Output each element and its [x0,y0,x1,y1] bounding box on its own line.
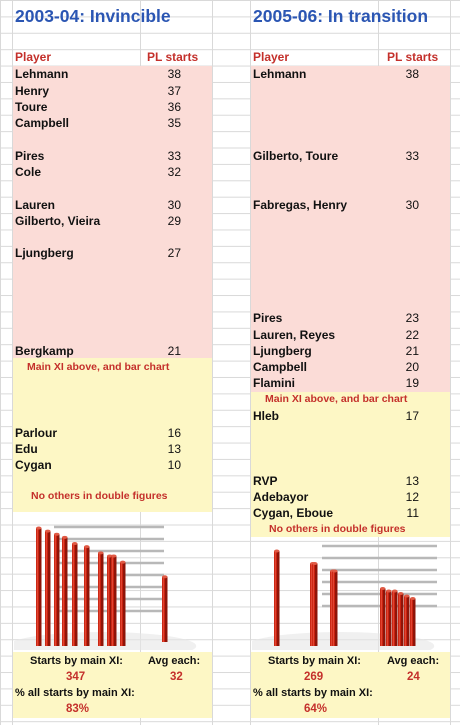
table-row-name: Ljungberg [253,344,312,358]
table-row-name: Campbell [15,116,70,130]
table-row-starts: 20 [405,360,419,374]
table-row-name: Gilberto, Vieira [15,214,101,228]
chart-bar [111,554,117,646]
table-row-starts: 38 [405,67,419,81]
left-title: 2003-04: Invincible [15,6,171,26]
table-row-name: Lauren [15,198,56,212]
chart-bar [312,562,318,646]
table-row-starts: 10 [167,458,181,472]
chart-bar [274,550,280,647]
table-row-starts: 30 [167,198,181,212]
chart-bar [332,570,338,647]
table-row-name: RVP [253,474,278,488]
table-row-name: Campbell [253,360,308,374]
left-pct-value: 83% [66,703,90,715]
right-note-main-xi: Main XI above, and bar chart [265,393,408,405]
table-row-starts: 36 [167,100,181,114]
left-starts-value: 347 [66,671,86,683]
right-bar-chart [252,538,448,650]
left-note-none: No others in double figures [31,490,168,502]
table-row-starts: 22 [405,328,419,342]
right-starts-value: 269 [304,671,324,683]
left-player-header: Player [15,50,52,64]
chart-bar [45,530,51,646]
table-row-name: Lehmann [253,67,307,81]
table-row-starts: 12 [405,490,419,504]
table-row-starts: 21 [405,344,419,358]
table-row-starts: 17 [405,409,419,423]
table-row-name: Pires [253,311,283,325]
chart-bar [62,536,68,646]
chart-bar [36,527,42,647]
left-note-main-xi: Main XI above, and bar chart [27,361,170,373]
table-row-starts: 32 [167,165,181,179]
left-avg-label: Avg each: [148,655,201,667]
table-row-starts: 38 [167,67,181,81]
left-starts-label: Starts by main XI: [30,655,123,667]
table-row-name: Parlour [15,426,58,440]
chart-bar [98,551,104,646]
table-row-starts: 33 [167,149,181,163]
table-row-name: Cole [15,165,42,179]
table-row-name: Lauren, Reyes [253,328,336,342]
left-avg-value: 32 [170,671,183,683]
table-row-starts: 33 [405,149,419,163]
right-note-none: No others in double figures [269,523,406,535]
right-pct-label: % all starts by main XI: [253,687,373,699]
table-row-starts: 13 [405,474,419,488]
left-pct-label: % all starts by main XI: [15,687,135,699]
right-starts-header: PL starts [387,50,439,64]
table-row-name: Henry [15,84,50,98]
chart-bar [380,587,386,646]
left-starts-header: PL starts [147,50,199,64]
right-player-header: Player [253,50,290,64]
chart-bar [72,542,78,646]
chart-bar [386,590,392,647]
table-row-name: Cygan, Eboue [253,506,334,520]
table-row-name: Pires [15,149,45,163]
right-avg-value: 24 [407,671,420,683]
table-row-starts: 13 [167,442,181,456]
right-avg-label: Avg each: [387,655,440,667]
right-title: 2005-06: In transition [253,6,429,26]
table-row-name: Edu [15,442,38,456]
chart-bar [392,590,398,647]
chart-bar [162,575,168,642]
table-row-name: Adebayor [253,490,309,504]
table-row-starts: 11 [406,506,419,520]
chart-bar [398,592,404,646]
table-row-starts: 37 [167,84,181,98]
table-row-starts: 29 [167,214,181,228]
table-row-name: Bergkamp [15,344,74,358]
chart-bar [54,533,60,646]
table-row-starts: 19 [405,376,419,390]
chart-bar [410,597,416,646]
right-starts-label: Starts by main XI: [268,655,361,667]
table-row-starts: 16 [167,426,181,440]
table-row-name: Flamini [253,376,296,390]
left-bar-chart [14,515,210,650]
right-pct-value: 64% [304,703,328,715]
chart-bar [84,545,90,646]
table-row-name: Gilberto, Toure [253,149,339,163]
table-row-name: Hleb [253,409,280,423]
table-row-starts: 23 [405,311,419,325]
table-row-name: Cygan [15,458,52,472]
table-row-starts: 35 [167,116,181,130]
table-row-name: Fabregas, Henry [253,198,348,212]
table-row-starts: 30 [405,198,419,212]
table-row-name: Ljungberg [15,246,74,260]
table-row-starts: 27 [167,246,181,260]
chart-bar [120,561,126,646]
table-row-starts: 21 [167,344,181,358]
chart-bar [404,595,410,647]
table-row-name: Lehmann [15,67,69,81]
table-row-name: Toure [15,100,48,114]
